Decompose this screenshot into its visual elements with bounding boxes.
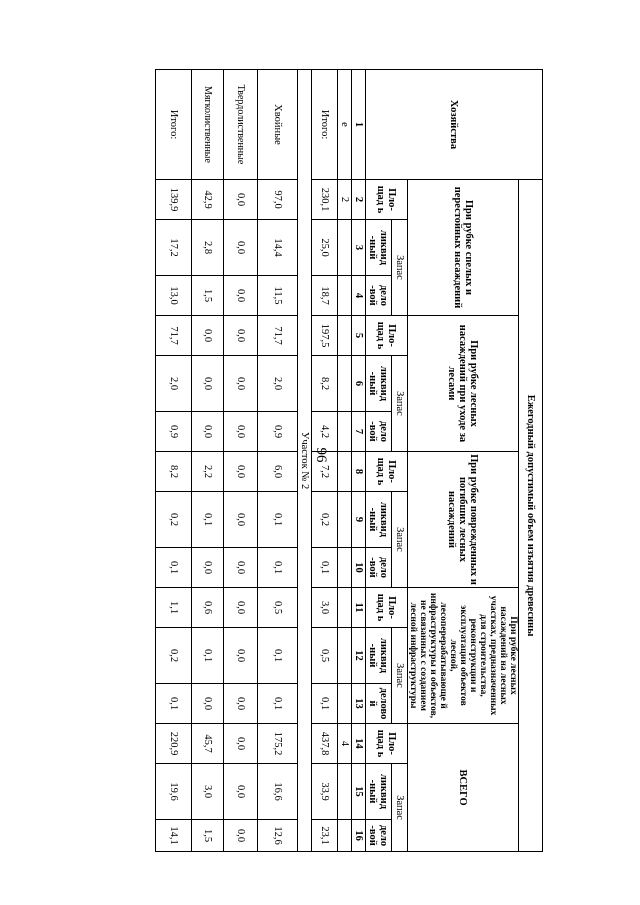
cell: 0,9 xyxy=(258,412,298,452)
cell: 4,2 xyxy=(312,412,338,452)
cell: 0,0 xyxy=(224,724,258,764)
col-num: 7 xyxy=(352,412,366,452)
cell: 14,4 xyxy=(258,220,298,276)
cell: 0,0 xyxy=(224,220,258,276)
col-num: 1 xyxy=(352,70,366,180)
cell: 0,1 xyxy=(192,628,224,684)
cell: 139,9 xyxy=(156,180,192,220)
page-number: 96 xyxy=(313,447,329,463)
cell: 0,0 xyxy=(224,452,258,492)
zapas-header: Запас xyxy=(392,628,408,724)
area-header: Пло-щад ь xyxy=(366,452,408,492)
col-num: 12 xyxy=(352,628,366,684)
section1-partial-row xyxy=(338,70,352,852)
cell: 11,5 xyxy=(258,276,298,316)
zapas-header: Запас xyxy=(392,492,408,588)
cell: 18,7 xyxy=(312,276,338,316)
cell: 16,6 xyxy=(258,764,298,820)
cell: 0,1 xyxy=(192,492,224,548)
cell: 0,1 xyxy=(156,684,192,724)
row-label: Мягколиственные xyxy=(192,70,224,180)
cell: 3,0 xyxy=(192,764,224,820)
col-num: 10 xyxy=(352,548,366,588)
section-title: Участок № 2 xyxy=(298,70,312,852)
cell: 71,7 xyxy=(258,316,298,356)
cell: 45,7 xyxy=(192,724,224,764)
table-row xyxy=(192,70,224,852)
cell: 0,0 xyxy=(224,180,258,220)
row-label: е xyxy=(338,70,352,180)
group-header-total: ВСЕГО xyxy=(408,724,519,852)
cell: 12,6 xyxy=(258,820,298,852)
cell: 1,1 xyxy=(156,588,192,628)
header-title-row xyxy=(519,70,543,852)
row-label: Хвойные xyxy=(258,70,298,180)
cell: 437,8 xyxy=(312,724,338,764)
col-num: 5 xyxy=(352,316,366,356)
col-num: 4 xyxy=(352,276,366,316)
row-label: Твердолиственные xyxy=(224,70,258,180)
cell: 0,0 xyxy=(224,684,258,724)
cell: 3,0 xyxy=(312,588,338,628)
cell: 1,5 xyxy=(192,820,224,852)
cell: 0,0 xyxy=(192,316,224,356)
liquid-header: ликвид -ный xyxy=(366,764,392,820)
cell: 0,0 xyxy=(224,316,258,356)
area-header: Пло-щад ь xyxy=(366,724,408,764)
cell: 0,0 xyxy=(224,820,258,852)
cell: 2,0 xyxy=(156,356,192,412)
cell: 0,2 xyxy=(312,492,338,548)
table-row xyxy=(258,70,298,852)
col-num: 14 xyxy=(352,724,366,764)
cell: 2,8 xyxy=(192,220,224,276)
cell: 0,1 xyxy=(258,548,298,588)
cell: 0,1 xyxy=(312,548,338,588)
column-number-row xyxy=(352,70,366,852)
cell: 0,0 xyxy=(224,588,258,628)
col-num: 13 xyxy=(352,684,366,724)
cell: 0,0 xyxy=(224,548,258,588)
delov-header: дело -вой xyxy=(366,276,392,316)
area-header: Пло-щад ь xyxy=(366,180,408,220)
cell: 0,9 xyxy=(156,412,192,452)
zapas-header: Запас xyxy=(392,356,408,452)
cell: 0,0 xyxy=(224,492,258,548)
cell: 0,0 xyxy=(224,356,258,412)
cell: 0,0 xyxy=(192,412,224,452)
col-num: 11 xyxy=(352,588,366,628)
liquid-header: ликвид -ный xyxy=(366,628,392,684)
cell: 0,5 xyxy=(312,628,338,684)
delov-header: делово й xyxy=(366,684,392,724)
group-header: При рубке поврежденных и погибших лесных насаждений xyxy=(408,452,519,588)
row-label: Итого: xyxy=(156,70,192,180)
cell: 13,0 xyxy=(156,276,192,316)
cell: 0,5 xyxy=(258,588,298,628)
cell: 0,0 xyxy=(224,628,258,684)
cell: 0,0 xyxy=(224,412,258,452)
area-header: Пло-щад ь xyxy=(366,316,408,356)
cell: 14,1 xyxy=(156,820,192,852)
group-header: При рубке спелых и перестойных насаждений xyxy=(408,180,519,316)
cell: 220,9 xyxy=(156,724,192,764)
col-num: 3 xyxy=(352,220,366,276)
zapas-header: Запас xyxy=(392,220,408,316)
col-num: 9 xyxy=(352,492,366,548)
farm-header: Хозяйства xyxy=(366,70,543,180)
col-num: 2 xyxy=(352,180,366,220)
liquid-header: ликвид -ный xyxy=(366,356,392,412)
cell: 0,1 xyxy=(258,628,298,684)
delov-header: дело -вой xyxy=(366,548,392,588)
zapas-row xyxy=(392,70,408,852)
cell: 0,2 xyxy=(156,492,192,548)
delov-header: дело -вой xyxy=(366,820,392,852)
cell: 6,0 xyxy=(258,452,298,492)
delov-header: дело -вой xyxy=(366,412,392,452)
col-num: 15 xyxy=(352,764,366,820)
harvest-table xyxy=(155,69,543,852)
cell: 1,5 xyxy=(192,276,224,316)
cell: 0,1 xyxy=(312,684,338,724)
group-header: При рубке лесных насаждений на лесных участках, предназначенных для строительства, реконструкции и эксплуатации объектов лесной, лесоперерабатывающе й инфраструктуры и объектов, не связанных с созданием лесной инфраструктуры xyxy=(408,588,519,724)
cell: 0,0 xyxy=(192,684,224,724)
cell: 0,1 xyxy=(258,684,298,724)
cell: 0,0 xyxy=(224,276,258,316)
cell: 19,6 xyxy=(156,764,192,820)
cell: 0,2 xyxy=(156,628,192,684)
cell: 71,7 xyxy=(156,316,192,356)
table-row xyxy=(224,70,258,852)
cell: 8,2 xyxy=(156,452,192,492)
cell: 230,1 xyxy=(312,180,338,220)
table-title: Ежегодный допустимый объем изъятия древесины xyxy=(519,180,543,852)
cell: 2,0 xyxy=(258,356,298,412)
cell: 4 xyxy=(338,724,352,764)
cell: 0,0 xyxy=(192,356,224,412)
cell: 8,2 xyxy=(312,356,338,412)
cell: 0,0 xyxy=(192,548,224,588)
row-label: Итого: xyxy=(312,70,338,180)
cell: 33,9 xyxy=(312,764,338,820)
col-num: 8 xyxy=(352,452,366,492)
cell: 0,0 xyxy=(224,764,258,820)
cell: 0,6 xyxy=(192,588,224,628)
cell: 42,9 xyxy=(192,180,224,220)
col-num: 16 xyxy=(352,820,366,852)
cell: 2 xyxy=(338,180,352,220)
cell: 23,1 xyxy=(312,820,338,852)
cell: 175,2 xyxy=(258,724,298,764)
cell: 0,1 xyxy=(156,548,192,588)
cell: 25,0 xyxy=(312,220,338,276)
cell: 17,2 xyxy=(156,220,192,276)
area-header: Пло-щад ь xyxy=(366,588,408,628)
col-num: 6 xyxy=(352,356,366,412)
group-header-row xyxy=(408,70,519,852)
cell: 0,1 xyxy=(258,492,298,548)
group-header: При рубке лесных насаждений при уходе за лесами xyxy=(408,316,519,452)
liquid-header: ликвид -ный xyxy=(366,492,392,548)
zapas-header: Запас xyxy=(392,764,408,852)
cell: 7,2 xyxy=(312,452,338,492)
liquid-header: ликвид -ный xyxy=(366,220,392,276)
cell: 2,2 xyxy=(192,452,224,492)
cell: 197,5 xyxy=(312,316,338,356)
table-row xyxy=(156,70,192,852)
cell: 97,0 xyxy=(258,180,298,220)
